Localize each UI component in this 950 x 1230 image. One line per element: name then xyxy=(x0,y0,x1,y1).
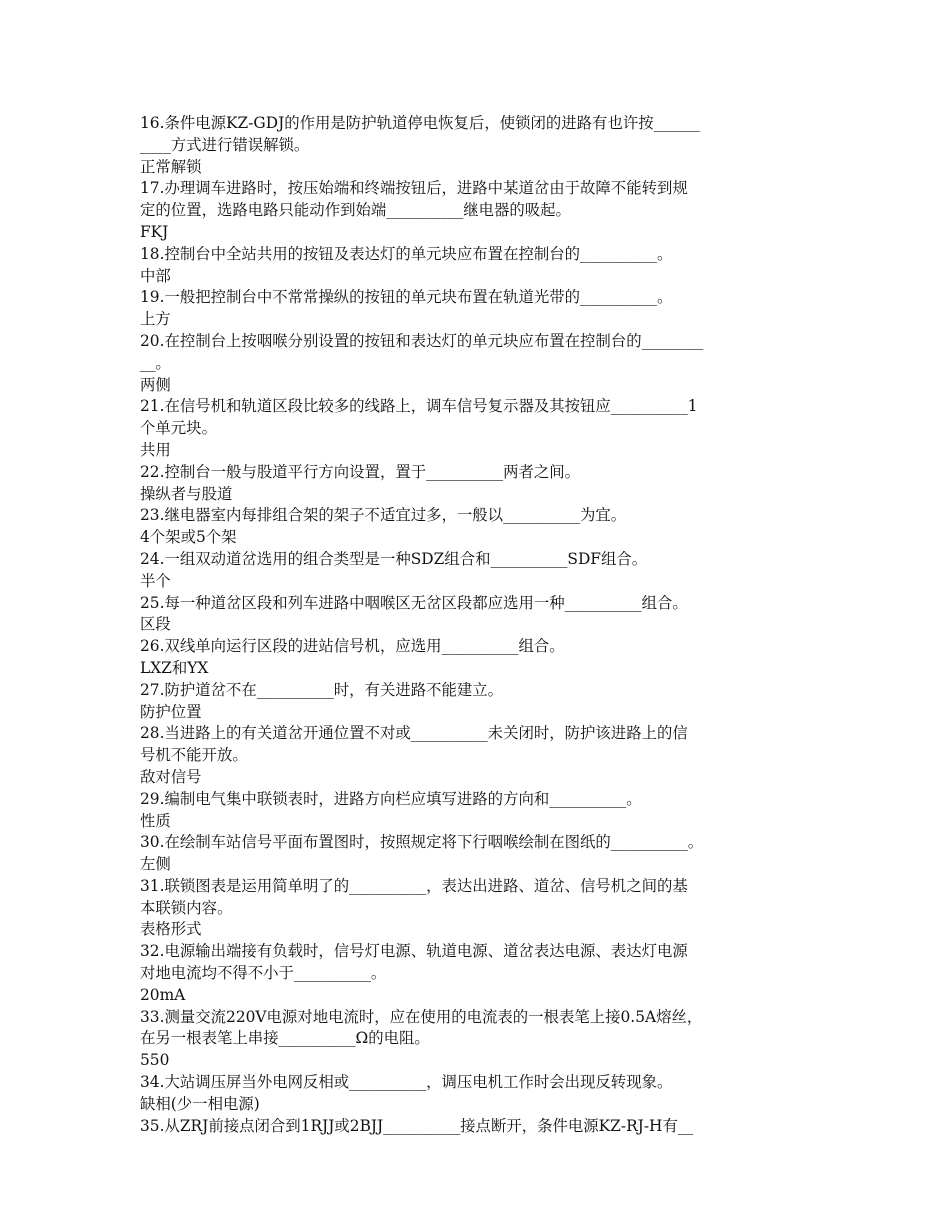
question-20-line-2: __。 xyxy=(140,353,171,372)
question-32-line-1: 32.电源输出端接有负载时，信号灯电源、轨道电源、道岔表达电源、表达灯电源 xyxy=(140,942,688,961)
question-22: 22.控制台一般与股道平行方向设置，置于__________两者之间。 xyxy=(140,462,581,481)
question-30: 30.在绘制车站信号平面布置图时，按照规定将下行咽喉绘制在图纸的__________。 xyxy=(140,833,704,852)
question-25: 25.每一种道岔区段和列车进路中咽喉区无岔区段都应选用一种__________组合。 xyxy=(140,593,688,612)
question-27: 27.防护道岔不在__________时，有关进路不能建立。 xyxy=(140,680,504,699)
question-32-line-2: 对地电流均不得不小于__________。 xyxy=(140,964,387,983)
answer-26: LXZ和YX xyxy=(140,658,209,677)
answer-24: 半个 xyxy=(140,571,171,590)
answer-17: FKJ xyxy=(140,222,169,241)
document-body xyxy=(140,113,812,1137)
question-34: 34.大站调压屏当外电网反相或__________，调压电机工作时会出现反转现象。 xyxy=(140,1073,673,1092)
answer-16: 正常解锁 xyxy=(140,157,202,176)
question-18: 18.控制台中全站共用的按钮及表达灯的单元块应布置在控制台的__________。 xyxy=(140,244,673,263)
question-17-line-1: 17.办理调车进路时，按压始端和终端按钮后，进路中某道岔由于故障不能转到规 xyxy=(140,179,688,198)
answer-20: 两侧 xyxy=(140,375,171,394)
question-19: 19.一般把控制台中不常常操纵的按钮的单元块布置在轨道光带的__________。 xyxy=(140,288,673,307)
question-29: 29.编制电气集中联锁表时，进路方向栏应填写进路的方向和__________。 xyxy=(140,789,642,808)
answer-19: 上方 xyxy=(140,310,171,329)
question-28-line-1: 28.当进路上的有关道岔开通位置不对或__________未关闭时，防护该进路上的信 xyxy=(140,724,688,743)
question-26: 26.双线单向运行区段的进站信号机，应选用__________组合。 xyxy=(140,637,565,656)
answer-31: 表格形式 xyxy=(140,920,202,939)
question-31-line-2: 本联锁内容。 xyxy=(140,898,233,917)
answer-32: 20mA xyxy=(140,985,186,1004)
answer-34: 缺相(少一相电源) xyxy=(140,1094,260,1113)
question-35: 35.从ZRJ前接点闭合到1RJJ或2BJJ__________接点断开，条件电源KZ-RJ-H有__ xyxy=(140,1116,694,1135)
question-33-line-1: 33.测量交流220V电源对地电流时，应在使用的电流表的一根表笔上接0.5A熔丝， xyxy=(140,1007,703,1026)
answer-18: 中部 xyxy=(140,266,171,285)
question-16-line-1: 16.条件电源KZ-GDJ的作用是防护轨道停电恢复后，使锁闭的进路有也许按______ xyxy=(140,114,700,132)
answer-21: 共用 xyxy=(140,440,171,459)
answer-28: 敌对信号 xyxy=(140,767,202,786)
question-24: 24.一组双动道岔选用的组合类型是一种SDZ组合和__________SDF组合。 xyxy=(140,549,648,568)
question-31-line-1: 31.联锁图表是运用简单明了的__________，表达出进路、道岔、信号机之间的基 xyxy=(140,876,688,895)
question-28-line-2: 号机不能开放。 xyxy=(140,746,248,765)
answer-29: 性质 xyxy=(140,811,171,830)
answer-22: 操纵者与股道 xyxy=(140,484,233,503)
answer-23: 4个架或5个架 xyxy=(140,528,237,547)
question-16-line-2: ____方式进行错误解锁。 xyxy=(140,135,310,154)
question-21-line-1: 21.在信号机和轨道区段比较多的线路上，调车信号复示器及其按钮应__________1 xyxy=(140,397,698,416)
question-20-line-1: 20.在控制台上按咽喉分别设置的按钮和表达灯的单元块应布置在控制台的________ xyxy=(140,331,704,350)
question-21-line-2: 个单元块。 xyxy=(140,419,217,438)
answer-30: 左侧 xyxy=(140,855,171,874)
answer-33: 550 xyxy=(140,1051,170,1070)
question-17-line-2: 定的位置，选路电路只能动作到始端__________继电器的吸起。 xyxy=(140,201,571,220)
answer-25: 区段 xyxy=(140,615,171,634)
question-33-line-2: 在另一根表笔上串接__________Ω的电阻。 xyxy=(140,1029,430,1048)
answer-27: 防护位置 xyxy=(140,702,202,721)
question-23: 23.继电器室内每排组合架的架子不适宜过多，一般以__________为宜。 xyxy=(140,506,627,525)
